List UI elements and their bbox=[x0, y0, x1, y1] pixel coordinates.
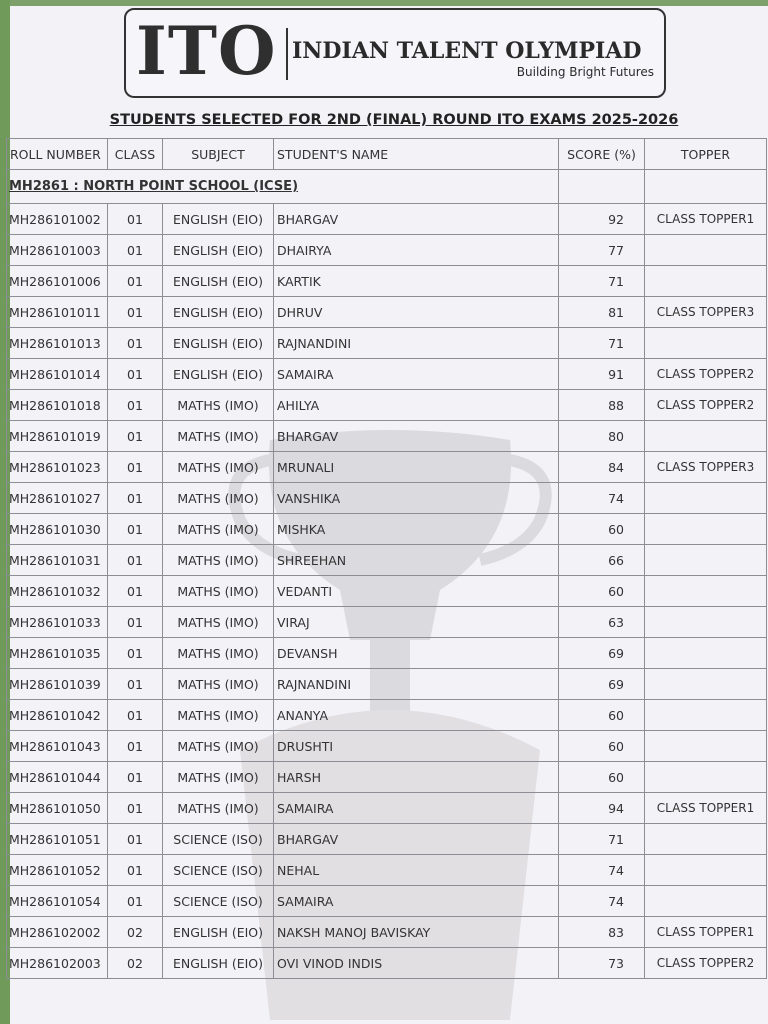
table-row bbox=[7, 948, 767, 979]
cell-score: 69 bbox=[559, 638, 645, 669]
table-row bbox=[7, 576, 767, 607]
cell-class: 01 bbox=[108, 855, 163, 886]
results-table bbox=[6, 138, 767, 979]
cell-topper: CLASS TOPPER3 bbox=[645, 452, 767, 483]
cell-score: 71 bbox=[559, 824, 645, 855]
cell-score: 88 bbox=[559, 390, 645, 421]
cell-subject: SCIENCE (ISO) bbox=[163, 824, 274, 855]
table-row bbox=[7, 824, 767, 855]
cell-student-name: SAMAIRA bbox=[274, 886, 559, 917]
cell-roll-number: MH286101054 bbox=[7, 886, 108, 917]
cell-subject: MATHS (IMO) bbox=[163, 762, 274, 793]
cell-subject: MATHS (IMO) bbox=[163, 576, 274, 607]
cell-roll-number: MH286101006 bbox=[7, 266, 108, 297]
table-row bbox=[7, 700, 767, 731]
cell-topper bbox=[645, 638, 767, 669]
school-group-row bbox=[7, 170, 767, 204]
cell-topper: CLASS TOPPER1 bbox=[645, 204, 767, 235]
cell-roll-number: MH286101042 bbox=[7, 700, 108, 731]
cell-student-name: DHAIRYA bbox=[274, 235, 559, 266]
cell-roll-number: MH286101023 bbox=[7, 452, 108, 483]
cell-score: 74 bbox=[559, 855, 645, 886]
cell-topper bbox=[645, 545, 767, 576]
cell-student-name: DRUSHTI bbox=[274, 731, 559, 762]
cell-score: 66 bbox=[559, 545, 645, 576]
table-header-row bbox=[7, 139, 767, 170]
cell-student-name: ANANYA bbox=[274, 700, 559, 731]
cell-student-name: SAMAIRA bbox=[274, 359, 559, 390]
cell-class: 01 bbox=[108, 576, 163, 607]
cell-subject: MATHS (IMO) bbox=[163, 731, 274, 762]
school-name: MH2861 : NORTH POINT SCHOOL (ICSE) bbox=[7, 170, 559, 204]
cell-student-name: DHRUV bbox=[274, 297, 559, 328]
cell-class: 01 bbox=[108, 545, 163, 576]
document-title: STUDENTS SELECTED FOR 2ND (FINAL) ROUND ITO EXAMS 2025-2026 bbox=[109, 112, 679, 128]
cell-score: 91 bbox=[559, 359, 645, 390]
cell-roll-number: MH286101039 bbox=[7, 669, 108, 700]
col-header-subject: SUBJECT bbox=[163, 139, 274, 170]
cell-roll-number: MH286101019 bbox=[7, 421, 108, 452]
logo-name: INDIAN TALENT OLYMPIAD bbox=[292, 38, 642, 64]
table-row bbox=[7, 483, 767, 514]
cell-roll-number: MH286101031 bbox=[7, 545, 108, 576]
table-row bbox=[7, 545, 767, 576]
cell-subject: MATHS (IMO) bbox=[163, 700, 274, 731]
cell-topper bbox=[645, 700, 767, 731]
cell-class: 01 bbox=[108, 421, 163, 452]
cell-student-name: NEHAL bbox=[274, 855, 559, 886]
cell-score: 60 bbox=[559, 576, 645, 607]
cell-topper: CLASS TOPPER1 bbox=[645, 917, 767, 948]
table-row bbox=[7, 607, 767, 638]
cell-roll-number: MH286101051 bbox=[7, 824, 108, 855]
cell-roll-number: MH286101032 bbox=[7, 576, 108, 607]
cell-topper bbox=[645, 607, 767, 638]
cell-class: 01 bbox=[108, 886, 163, 917]
cell-score: 80 bbox=[559, 421, 645, 452]
cell-student-name: RAJNANDINI bbox=[274, 669, 559, 700]
col-header-student-name: STUDENT'S NAME bbox=[274, 139, 559, 170]
cell-student-name: BHARGAV bbox=[274, 421, 559, 452]
cell-topper bbox=[645, 886, 767, 917]
cell-class: 01 bbox=[108, 266, 163, 297]
table-row bbox=[7, 514, 767, 545]
cell-topper bbox=[645, 762, 767, 793]
table-row bbox=[7, 762, 767, 793]
table-row bbox=[7, 328, 767, 359]
cell-student-name: DEVANSH bbox=[274, 638, 559, 669]
cell-subject: MATHS (IMO) bbox=[163, 545, 274, 576]
cell-topper bbox=[645, 824, 767, 855]
cell-class: 01 bbox=[108, 359, 163, 390]
cell-class: 01 bbox=[108, 824, 163, 855]
cell-score: 77 bbox=[559, 235, 645, 266]
cell-roll-number: MH286101018 bbox=[7, 390, 108, 421]
cell-class: 01 bbox=[108, 607, 163, 638]
cell-student-name: RAJNANDINI bbox=[274, 328, 559, 359]
cell-score: 69 bbox=[559, 669, 645, 700]
cell-score: 71 bbox=[559, 266, 645, 297]
table-row bbox=[7, 886, 767, 917]
cell-roll-number: MH286101003 bbox=[7, 235, 108, 266]
ito-logo bbox=[124, 8, 666, 98]
cell-student-name: AHILYA bbox=[274, 390, 559, 421]
cell-roll-number: MH286101035 bbox=[7, 638, 108, 669]
cell-student-name: NAKSH MANOJ BAVISKAY bbox=[274, 917, 559, 948]
table-row bbox=[7, 266, 767, 297]
cell-roll-number: MH286101043 bbox=[7, 731, 108, 762]
cell-class: 01 bbox=[108, 328, 163, 359]
cell-subject: MATHS (IMO) bbox=[163, 638, 274, 669]
cell-topper bbox=[645, 483, 767, 514]
cell-class: 01 bbox=[108, 731, 163, 762]
cell-class: 01 bbox=[108, 235, 163, 266]
cell-student-name: MRUNALI bbox=[274, 452, 559, 483]
cell-roll-number: MH286102002 bbox=[7, 917, 108, 948]
cell-class: 02 bbox=[108, 948, 163, 979]
cell-student-name: VANSHIKA bbox=[274, 483, 559, 514]
cell-topper: CLASS TOPPER2 bbox=[645, 390, 767, 421]
col-header-score: SCORE (%) bbox=[559, 139, 645, 170]
logo-abbreviation: ITO bbox=[136, 12, 277, 90]
cell-roll-number: MH286101033 bbox=[7, 607, 108, 638]
cell-subject: ENGLISH (EIO) bbox=[163, 204, 274, 235]
cell-topper bbox=[645, 328, 767, 359]
logo-tagline: Building Bright Futures bbox=[516, 65, 654, 79]
cell-subject: ENGLISH (EIO) bbox=[163, 235, 274, 266]
cell-topper: CLASS TOPPER1 bbox=[645, 793, 767, 824]
cell-subject: MATHS (IMO) bbox=[163, 669, 274, 700]
cell-roll-number: MH286101002 bbox=[7, 204, 108, 235]
cell-class: 01 bbox=[108, 204, 163, 235]
cell-subject: MATHS (IMO) bbox=[163, 793, 274, 824]
table-row bbox=[7, 855, 767, 886]
cell-topper bbox=[645, 266, 767, 297]
cell-score: 60 bbox=[559, 700, 645, 731]
cell-topper: CLASS TOPPER2 bbox=[645, 948, 767, 979]
cell-score: 74 bbox=[559, 483, 645, 514]
table-row bbox=[7, 638, 767, 669]
cell-class: 01 bbox=[108, 452, 163, 483]
cell-subject: MATHS (IMO) bbox=[163, 452, 274, 483]
cell-class: 01 bbox=[108, 514, 163, 545]
cell-class: 01 bbox=[108, 669, 163, 700]
table-row bbox=[7, 793, 767, 824]
cell-topper bbox=[645, 669, 767, 700]
cell-class: 01 bbox=[108, 762, 163, 793]
cell-subject: ENGLISH (EIO) bbox=[163, 917, 274, 948]
cell-roll-number: MH286101011 bbox=[7, 297, 108, 328]
table-row bbox=[7, 297, 767, 328]
cell-roll-number: MH286101013 bbox=[7, 328, 108, 359]
cell-score: 60 bbox=[559, 762, 645, 793]
cell-score: 84 bbox=[559, 452, 645, 483]
cell-class: 01 bbox=[108, 483, 163, 514]
cell-score: 60 bbox=[559, 514, 645, 545]
cell-class: 01 bbox=[108, 638, 163, 669]
cell-score: 74 bbox=[559, 886, 645, 917]
table-row bbox=[7, 390, 767, 421]
cell-student-name: SAMAIRA bbox=[274, 793, 559, 824]
cell-class: 01 bbox=[108, 793, 163, 824]
cell-student-name: VIRAJ bbox=[274, 607, 559, 638]
col-header-topper: TOPPER bbox=[645, 139, 767, 170]
cell-class: 01 bbox=[108, 297, 163, 328]
cell-roll-number: MH286101052 bbox=[7, 855, 108, 886]
cell-subject: ENGLISH (EIO) bbox=[163, 266, 274, 297]
cell-topper: CLASS TOPPER3 bbox=[645, 297, 767, 328]
cell-topper bbox=[645, 576, 767, 607]
cell-roll-number: MH286101027 bbox=[7, 483, 108, 514]
cell-subject: MATHS (IMO) bbox=[163, 514, 274, 545]
cell-subject: ENGLISH (EIO) bbox=[163, 948, 274, 979]
cell-student-name: VEDANTI bbox=[274, 576, 559, 607]
cell-score: 83 bbox=[559, 917, 645, 948]
cell-student-name: SHREEHAN bbox=[274, 545, 559, 576]
cell-student-name: HARSH bbox=[274, 762, 559, 793]
cell-topper bbox=[645, 235, 767, 266]
cell-student-name: BHARGAV bbox=[274, 824, 559, 855]
school-group-topper-cell bbox=[645, 170, 767, 204]
cell-topper bbox=[645, 855, 767, 886]
cell-subject: SCIENCE (ISO) bbox=[163, 886, 274, 917]
table-row bbox=[7, 235, 767, 266]
cell-roll-number: MH286101014 bbox=[7, 359, 108, 390]
col-header-class: CLASS bbox=[108, 139, 163, 170]
cell-subject: ENGLISH (EIO) bbox=[163, 297, 274, 328]
cell-roll-number: MH286101050 bbox=[7, 793, 108, 824]
cell-class: 02 bbox=[108, 917, 163, 948]
cell-score: 94 bbox=[559, 793, 645, 824]
table-row bbox=[7, 359, 767, 390]
cell-student-name: OVI VINOD INDIS bbox=[274, 948, 559, 979]
cell-subject: ENGLISH (EIO) bbox=[163, 359, 274, 390]
table-row bbox=[7, 917, 767, 948]
table-row bbox=[7, 731, 767, 762]
school-group-score-cell bbox=[559, 170, 645, 204]
cell-student-name: KARTIK bbox=[274, 266, 559, 297]
cell-student-name: MISHKA bbox=[274, 514, 559, 545]
table-row bbox=[7, 452, 767, 483]
cell-roll-number: MH286101030 bbox=[7, 514, 108, 545]
table-row bbox=[7, 421, 767, 452]
cell-topper bbox=[645, 421, 767, 452]
cell-topper bbox=[645, 514, 767, 545]
cell-score: 92 bbox=[559, 204, 645, 235]
cell-subject: SCIENCE (ISO) bbox=[163, 855, 274, 886]
cell-roll-number: MH286101044 bbox=[7, 762, 108, 793]
cell-subject: ENGLISH (EIO) bbox=[163, 328, 274, 359]
cell-class: 01 bbox=[108, 390, 163, 421]
logo-divider bbox=[286, 28, 288, 80]
cell-subject: MATHS (IMO) bbox=[163, 607, 274, 638]
cell-subject: MATHS (IMO) bbox=[163, 421, 274, 452]
page-edge-top bbox=[0, 0, 768, 6]
cell-class: 01 bbox=[108, 700, 163, 731]
cell-subject: MATHS (IMO) bbox=[163, 390, 274, 421]
table-row bbox=[7, 669, 767, 700]
cell-roll-number: MH286102003 bbox=[7, 948, 108, 979]
cell-score: 81 bbox=[559, 297, 645, 328]
table-row bbox=[7, 204, 767, 235]
cell-topper bbox=[645, 731, 767, 762]
cell-score: 60 bbox=[559, 731, 645, 762]
col-header-roll-number: ROLL NUMBER bbox=[7, 139, 108, 170]
cell-score: 63 bbox=[559, 607, 645, 638]
cell-topper: CLASS TOPPER2 bbox=[645, 359, 767, 390]
cell-subject: MATHS (IMO) bbox=[163, 483, 274, 514]
cell-score: 73 bbox=[559, 948, 645, 979]
cell-score: 71 bbox=[559, 328, 645, 359]
cell-student-name: BHARGAV bbox=[274, 204, 559, 235]
